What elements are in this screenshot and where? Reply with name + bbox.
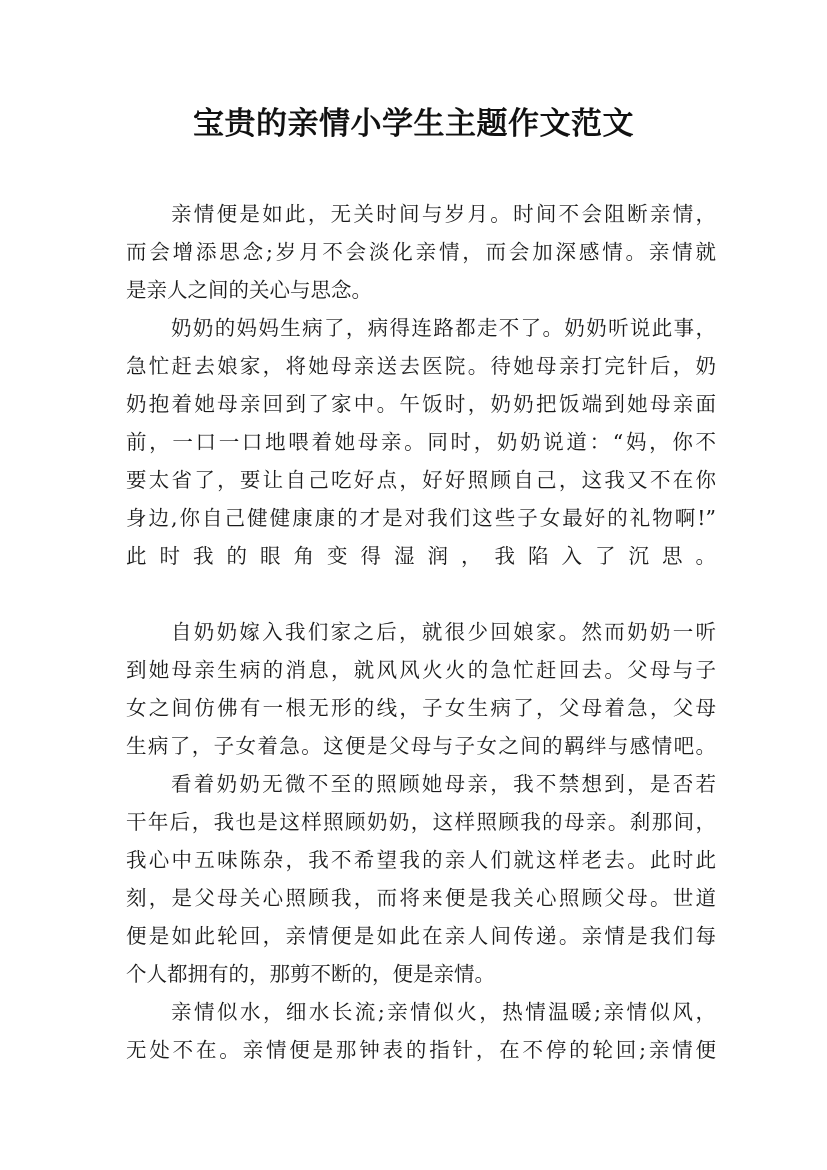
text-line: 我心中五味陈杂，我不希望我的亲人们就这样老去。此时此: [126, 848, 716, 872]
text-line: 个人都拥有的，那剪不断的，便是亲情。: [126, 962, 495, 986]
text-line: 干年后，我也是这样照顾奶奶，这样照顾我的母亲。刹那间，: [126, 810, 716, 834]
text-line: 无处不在。亲情便是那钟表的指针，在不停的轮回;亲情便: [126, 1038, 716, 1062]
paragraph-2: [126, 309, 716, 613]
text-line: 身边,你自己健健康康的才是对我们这些子女最好的礼物啊!”: [126, 506, 716, 530]
text-line: 便是如此轮回，亲情便是如此在亲人间传递。亲情是我们每: [126, 924, 716, 948]
text-line: 看着奶奶无微不至的照顾她母亲，我不禁想到，是否若: [171, 772, 716, 796]
text-line: 女之间仿佛有一根无形的线，子女生病了，父母着急，父母: [126, 696, 716, 720]
document-body: [126, 195, 716, 1069]
text-line: 到她母亲生病的消息，就风风火火的急忙赶回去。父母与子: [126, 658, 716, 682]
text-line: 是亲人之间的关心与思念。: [126, 278, 372, 302]
text-line: 要太省了，要让自己吃好点，好好照顾自己，这我又不在你: [126, 468, 716, 492]
text-line: 奶奶的妈妈生病了，病得连路都走不了。奶奶听说此事，: [171, 316, 716, 340]
text-line: 奶抱着她母亲回到了家中。午饭时，奶奶把饭端到她母亲面: [126, 392, 716, 416]
text-line: 急忙赶去娘家，将她母亲送去医院。待她母亲打完针后，奶: [126, 354, 716, 378]
text-line: 亲情便是如此，无关时间与岁月。时间不会阻断亲情，: [171, 202, 716, 226]
text-line: 亲情似水，细水长流;亲情似火，热情温暖;亲情似风，: [171, 1000, 716, 1024]
text-line: 刻，是父母关心照顾我，而将来便是我关心照顾父母。世道: [126, 886, 716, 910]
text-line: [126, 575, 716, 613]
text-line: 前，一口一口地喂着她母亲。同时，奶奶说道：“妈，你不: [126, 430, 716, 454]
paragraph-3: [126, 613, 716, 765]
text-line: 自奶奶嫁入我们家之后，就很少回娘家。然而奶奶一听: [171, 620, 716, 644]
document-title: 宝贵的亲情小学生主题作文范文: [193, 106, 634, 142]
paragraph-5: [126, 993, 716, 1069]
paragraph-1: [126, 195, 716, 309]
paragraph-4: [126, 765, 716, 993]
text-line: 而会增添思念;岁月不会淡化亲情，而会加深感情。亲情就: [126, 240, 716, 264]
text-line: 此时我的眼角变得湿润，我陷入了沉思。: [126, 544, 716, 568]
text-line: 生病了，子女着急。这便是父母与子女之间的羁绊与感情吧。: [126, 734, 716, 758]
